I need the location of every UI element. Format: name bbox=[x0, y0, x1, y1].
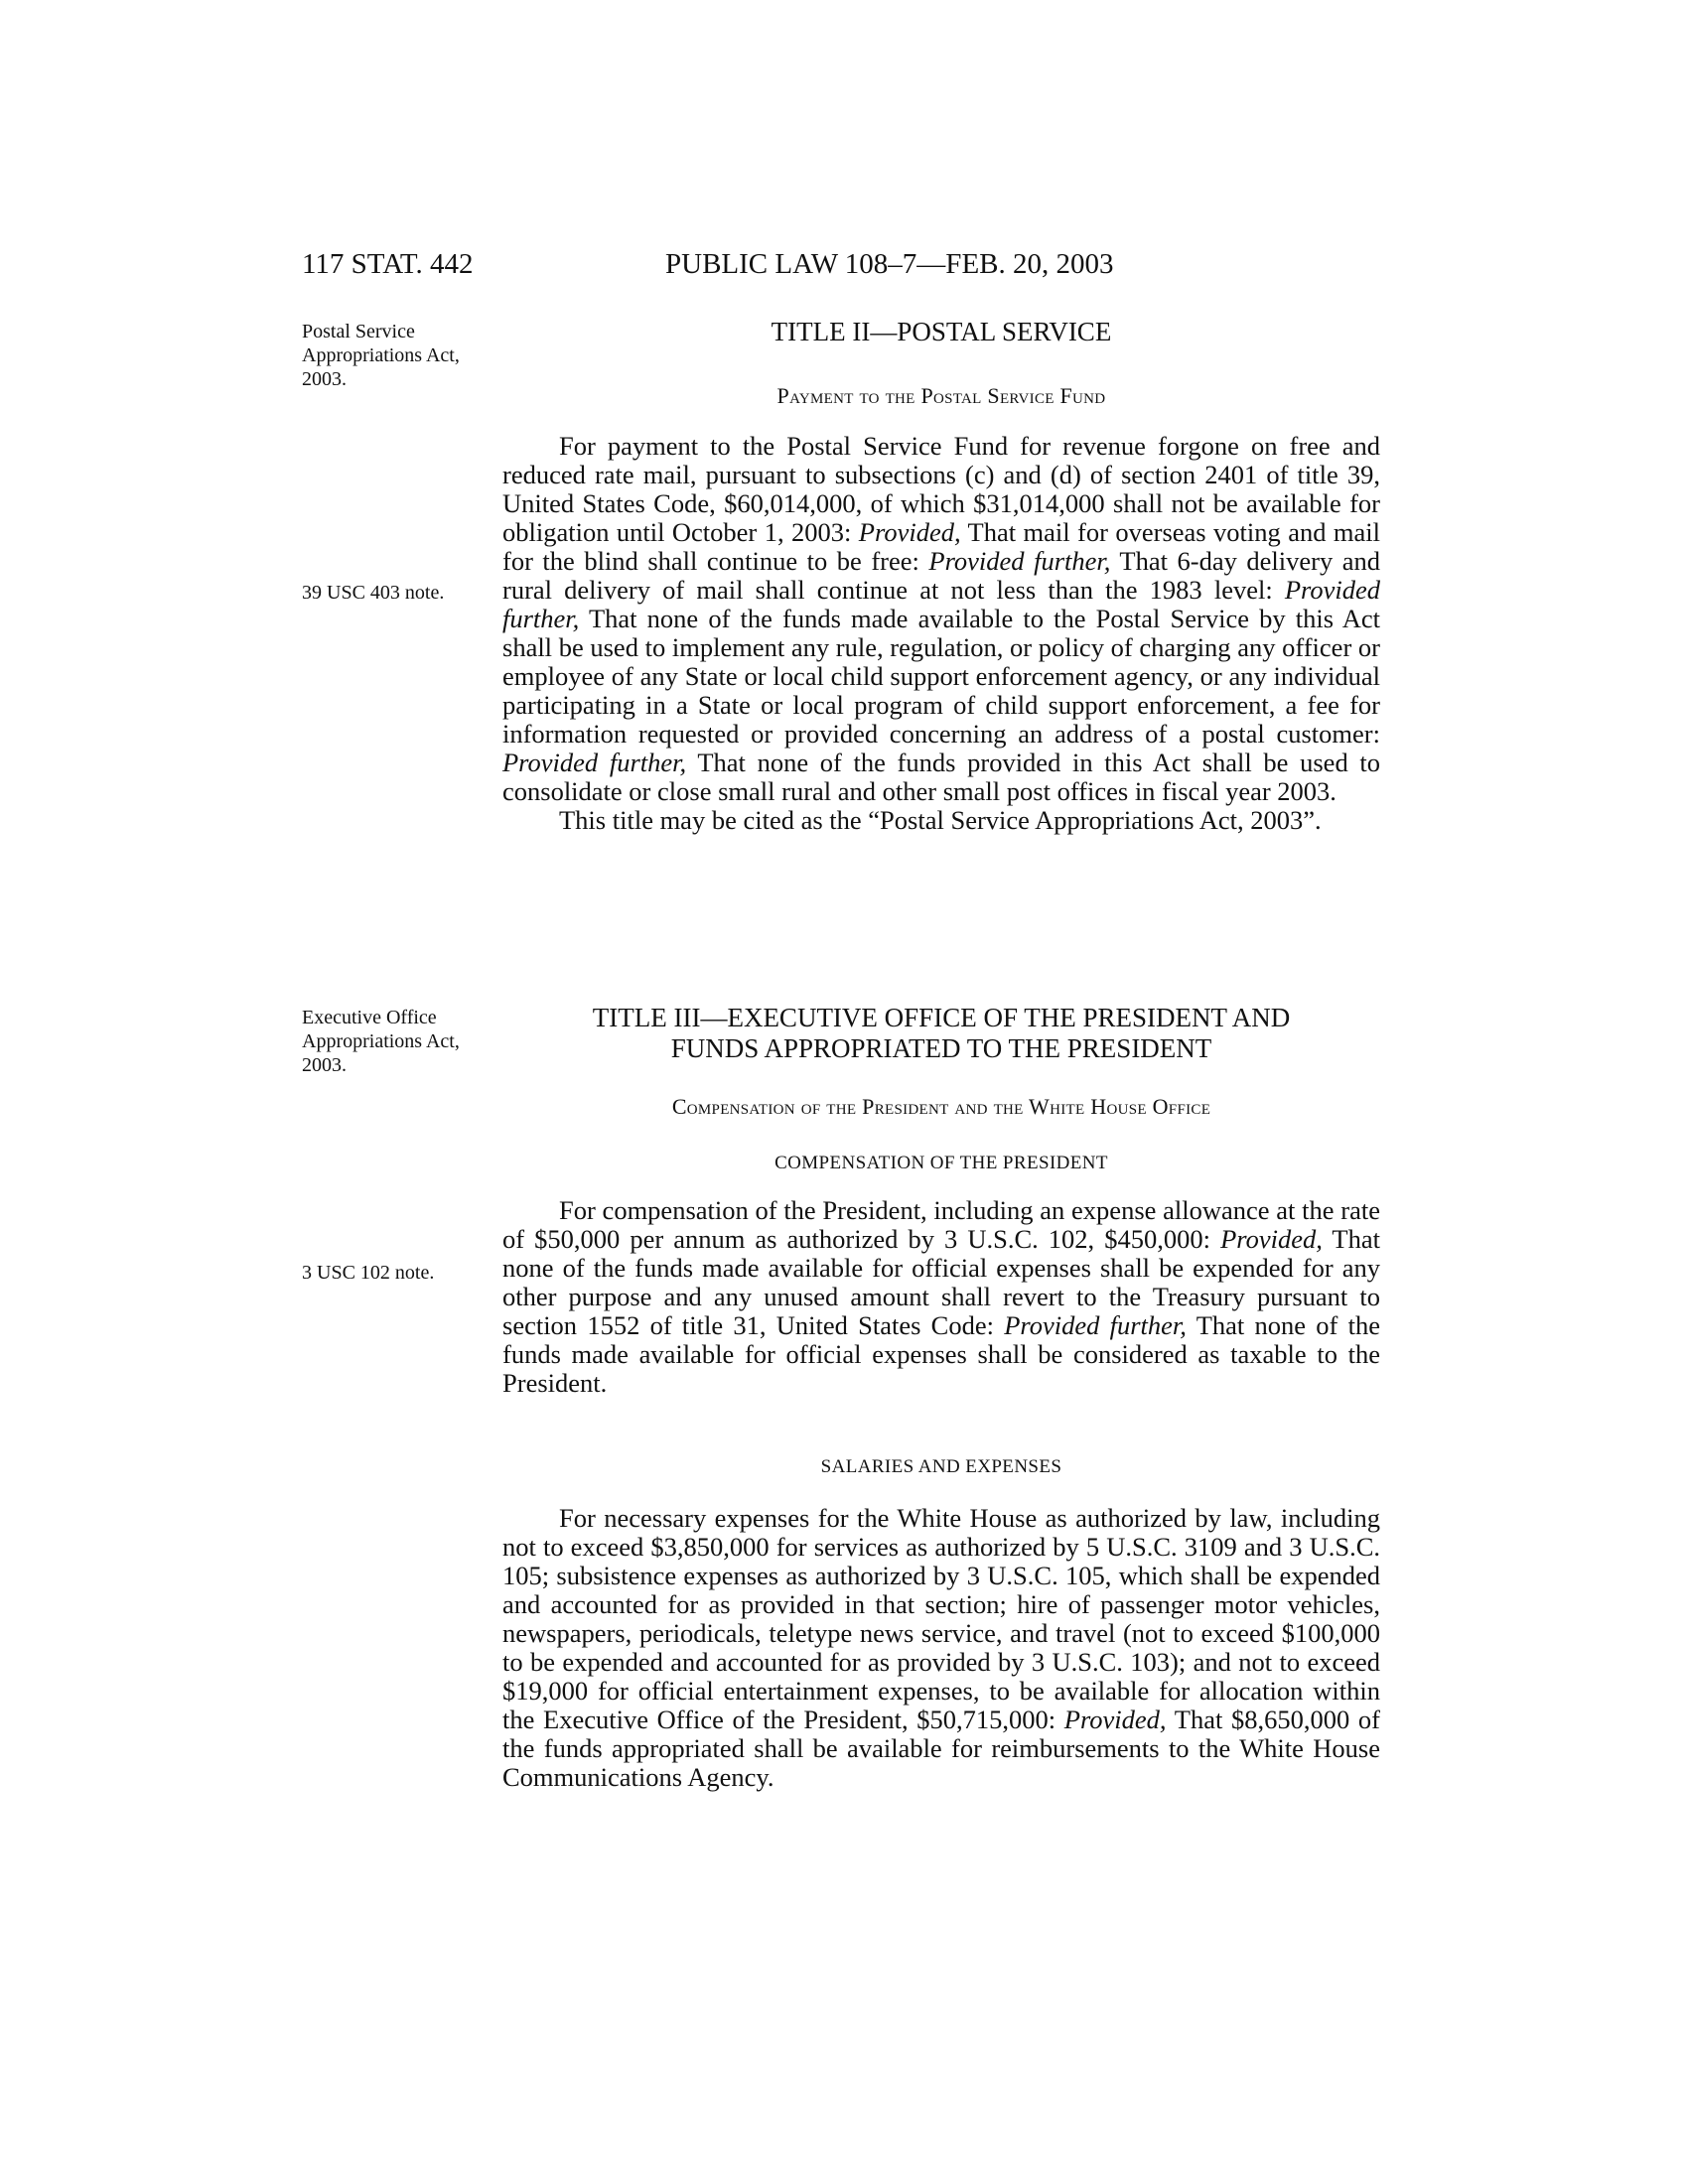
margin-note-postal-act: Postal Service Appropriations Act, 2003. bbox=[302, 321, 460, 390]
title-iii-heading-line1: TITLE III—EXECUTIVE OFFICE OF THE PRESIDENT AND bbox=[592, 1003, 1291, 1032]
margin-note-39usc: 39 USC 403 note. bbox=[302, 582, 445, 604]
title-ii-body bbox=[502, 432, 1380, 835]
postal-short-title-paragraph: This title may be cited as the “Postal Service Appropriations Act, 2003”. bbox=[559, 805, 1322, 835]
margin-note-3usc: 3 USC 102 note. bbox=[302, 1262, 435, 1284]
salaries-expenses-paragraph: For necessary expenses for the White House as authorized by law, including not to exceed $3,850,000 for services as authorized by 5 U.S.C. 3109 and 3 U.S.C. 105; subsistence expenses as authorized by 3 U.S.C. 105, which shall be expended and accounted for as provided in that section; hire of passenger motor vehicles, newspapers, periodicals, teletype news service, and travel (not to exceed $100,000 to be expended and accounted for as provided by 3 U.S.C. 103); and not to exceed $19,000 for official entertainment expenses, to be available for allocation within the Executive Office of the President, $50,715,000: Provided, That $8,650,000 of the funds appropriated shall be available for reimbursements to the White House Communications Agency. bbox=[502, 1503, 1380, 1792]
compensation-president-heading: COMPENSATION OF THE PRESIDENT bbox=[774, 1153, 1108, 1173]
compensation-president-body bbox=[502, 1196, 1380, 1398]
compensation-white-house-subheading: Compensation of the President and the White House Office bbox=[671, 1094, 1211, 1119]
title-ii-heading: TITLE II—POSTAL SERVICE bbox=[771, 317, 1112, 346]
postal-fund-paragraph: For payment to the Postal Service Fund for revenue forgone on free and reduced rate mail, pursuant to subsections (c) and (d) of section 2401 of title 39, United States Code, $60,014,000, of which $31,014,000 shall not be available for obligation until October 1, 2003: Provided, That mail for overseas voting and mail for the blind shall continue to be free: Provided further, That 6-day delivery and rural delivery of mail shall continue at not less than the 1983 level: Provided further, That none of the funds made available to the Postal Service by this Act shall be used to implement any rule, regulation, or policy of charging any officer or employee of any State or local child support enforcement agency, or any individual participating in a State or local program of child support enforcement, a fee for information requested or provided concerning an address of a postal customer: Provided further, That none of the funds provided in this Act shall be used to consolidate or close small rural and other small post offices in fiscal year 2003. bbox=[502, 431, 1380, 806]
stat-page-reference: 117 STAT. 442 bbox=[302, 248, 474, 280]
margin-note-executive-act: Executive Office Appropriations Act, 2003. bbox=[302, 1007, 460, 1076]
title-iii-heading-line2: FUNDS APPROPRIATED TO THE PRESIDENT bbox=[670, 1033, 1212, 1063]
payment-fund-subheading: Payment to the Postal Service Fund bbox=[776, 383, 1106, 408]
salaries-expenses-heading: SALARIES AND EXPENSES bbox=[820, 1456, 1062, 1477]
title-iii-heading bbox=[502, 1003, 1380, 1064]
public-law-header: PUBLIC LAW 108–7—FEB. 20, 2003 bbox=[665, 248, 1114, 280]
compensation-paragraph: For compensation of the President, including an expense allowance at the rate of $50,000 per annum as authorized by 3 U.S.C. 102, $450,000: Provided, That none of the funds made available for official expenses shall be expended for any other purpose and any unused amount shall revert to the Treasury pursuant to section 1552 of title 31, United States Code: Provided further, That none of the funds made available for official expenses shall be considered as taxable to the President. bbox=[502, 1195, 1380, 1398]
salaries-expenses-body bbox=[502, 1504, 1380, 1792]
